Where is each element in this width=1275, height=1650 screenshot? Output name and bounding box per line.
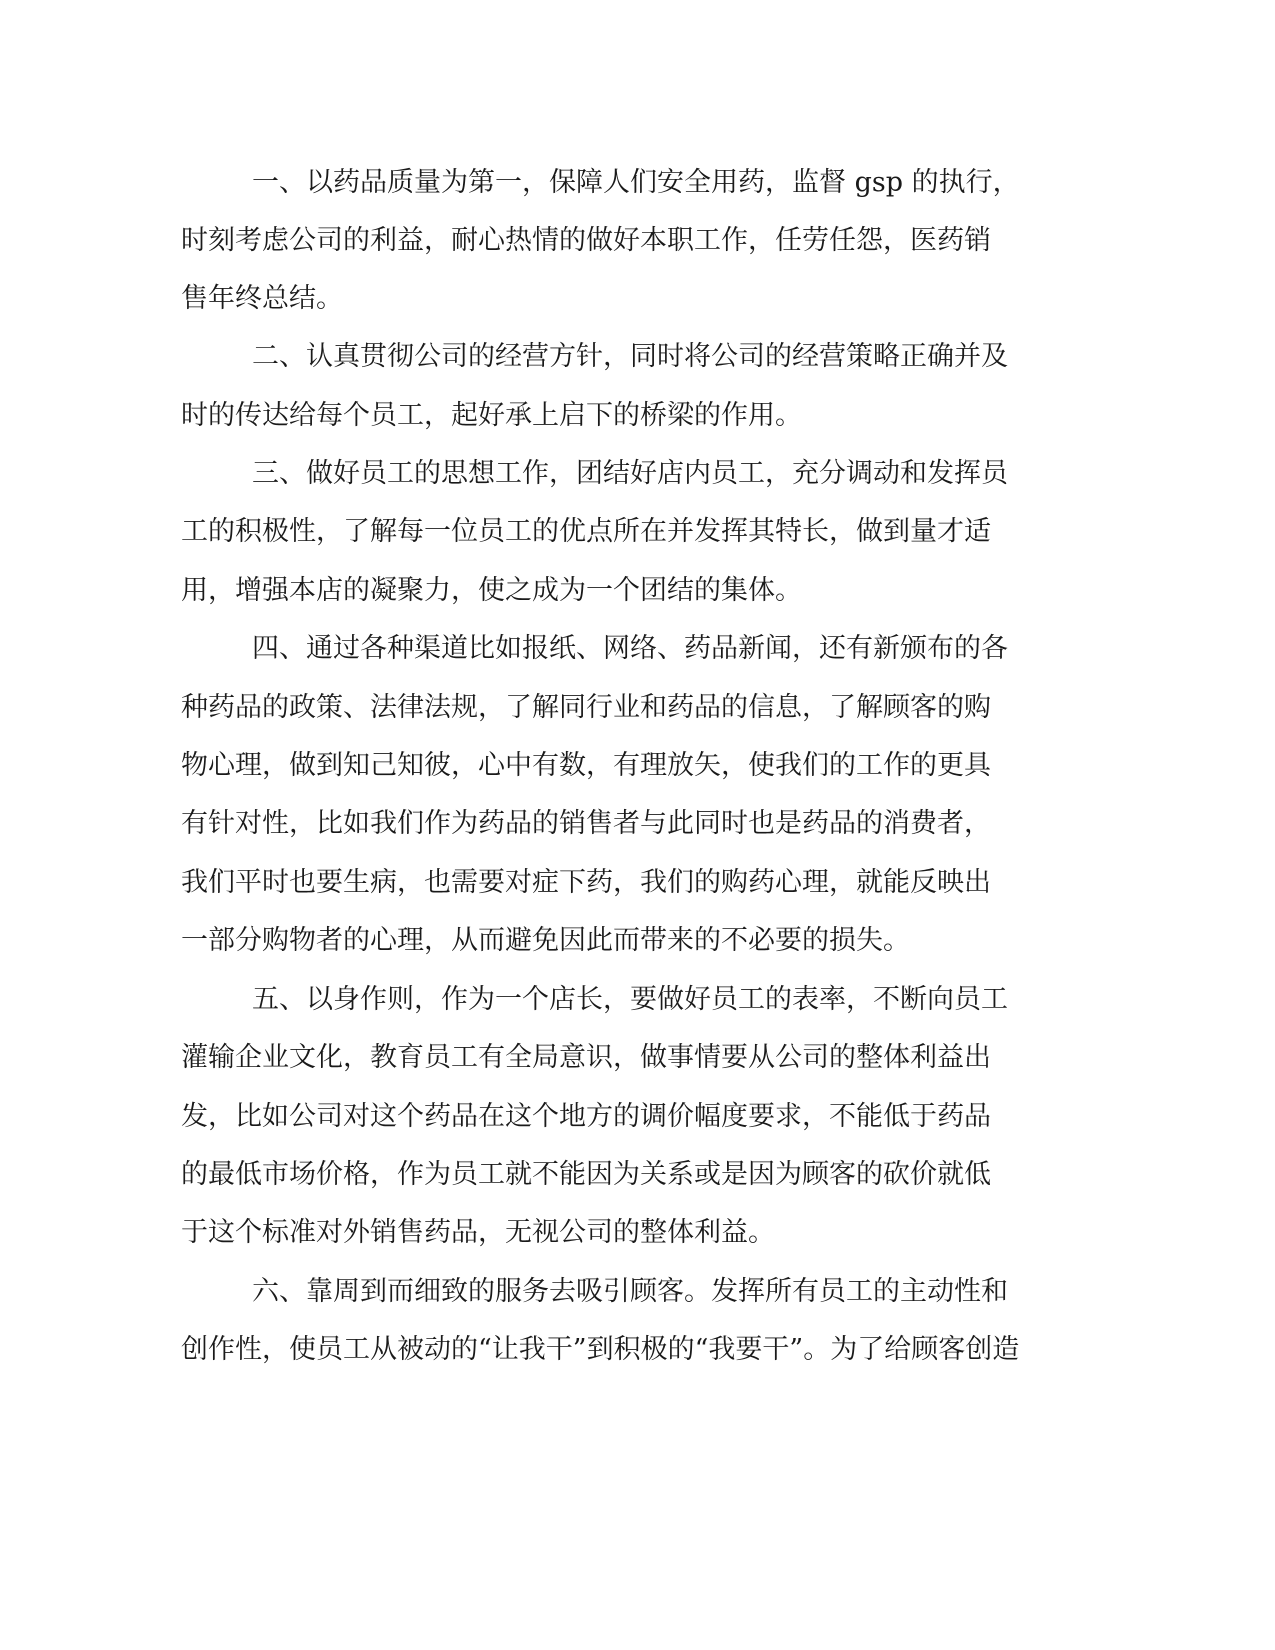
text-line: 时刻考虑公司的利益，耐心热情的做好本职工作，任劳任怨，医药销 bbox=[181, 225, 991, 256]
text-line: 的最低市场价格，作为员工就不能因为关系或是因为顾客的砍价就低 bbox=[181, 1159, 991, 1190]
paragraph-4-line-2 bbox=[0, 678, 1275, 738]
text-line: 种药品的政策、法律法规，了解同行业和药品的信息，了解顾客的购 bbox=[181, 692, 991, 723]
paragraph-1-line-1 bbox=[0, 153, 1275, 213]
text-line: 物心理，做到知己知彼，心中有数，有理放矢，使我们的工作的更具 bbox=[181, 750, 991, 781]
text-line: 二、认真贯彻公司的经营方针，同时将公司的经营策略正确并及 bbox=[252, 341, 1008, 372]
paragraph-3-line-1 bbox=[0, 444, 1275, 504]
paragraph-3-line-3 bbox=[0, 561, 1275, 621]
paragraph-6-line-1 bbox=[0, 1262, 1275, 1322]
text-line: 四、通过各种渠道比如报纸、网络、药品新闻，还有新颁布的各 bbox=[252, 633, 1008, 664]
paragraph-1-line-2 bbox=[0, 211, 1275, 271]
paragraph-5-line-2 bbox=[0, 1028, 1275, 1088]
paragraph-4-line-1 bbox=[0, 619, 1275, 679]
text-line: 于这个标准对外销售药品，无视公司的整体利益。 bbox=[181, 1217, 775, 1248]
paragraph-5-line-5 bbox=[0, 1203, 1275, 1263]
paragraph-4-line-6 bbox=[0, 911, 1275, 971]
text-line: 用，增强本店的凝聚力，使之成为一个团结的集体。 bbox=[181, 575, 802, 606]
paragraph-3-line-2 bbox=[0, 502, 1275, 562]
paragraph-4-line-3 bbox=[0, 736, 1275, 796]
paragraph-2-line-1 bbox=[0, 327, 1275, 387]
text-line: 一部分购物者的心理，从而避免因此而带来的不必要的损失。 bbox=[181, 925, 910, 956]
paragraph-6-line-2 bbox=[0, 1320, 1275, 1380]
text-line: 三、做好员工的思想工作，团结好店内员工，充分调动和发挥员 bbox=[252, 458, 1008, 489]
paragraph-5-line-4 bbox=[0, 1145, 1275, 1205]
text-line: 五、以身作则，作为一个店长，要做好员工的表率，不断向员工 bbox=[252, 984, 1008, 1015]
paragraph-5-line-3 bbox=[0, 1087, 1275, 1147]
text-line: 售年终总结。 bbox=[181, 283, 343, 314]
paragraph-2-line-2 bbox=[0, 386, 1275, 446]
paragraph-5-line-1 bbox=[0, 970, 1275, 1030]
text-line: 一、以药品质量为第一，保障人们安全用药，监督 gsp 的执行， bbox=[252, 167, 1020, 198]
text-line: 时的传达给每个员工，起好承上启下的桥梁的作用。 bbox=[181, 400, 802, 431]
text-line: 有针对性，比如我们作为药品的销售者与此同时也是药品的消费者， bbox=[181, 808, 991, 839]
paragraph-1-line-3 bbox=[0, 269, 1275, 329]
text-line: 灌输企业文化，教育员工有全局意识，做事情要从公司的整体利益出 bbox=[181, 1042, 991, 1073]
text-line: 创作性，使员工从被动的“让我干”到积极的“我要干”。为了给顾客创造 bbox=[181, 1334, 1020, 1365]
paragraph-4-line-5 bbox=[0, 853, 1275, 913]
text-line: 工的积极性，了解每一位员工的优点所在并发挥其特长，做到量才适 bbox=[181, 516, 991, 547]
text-line: 我们平时也要生病，也需要对症下药，我们的购药心理，就能反映出 bbox=[181, 867, 991, 898]
text-line: 六、靠周到而细致的服务去吸引顾客。发挥所有员工的主动性和 bbox=[252, 1276, 1008, 1307]
text-line: 发，比如公司对这个药品在这个地方的调价幅度要求，不能低于药品 bbox=[181, 1101, 991, 1132]
paragraph-4-line-4 bbox=[0, 794, 1275, 854]
